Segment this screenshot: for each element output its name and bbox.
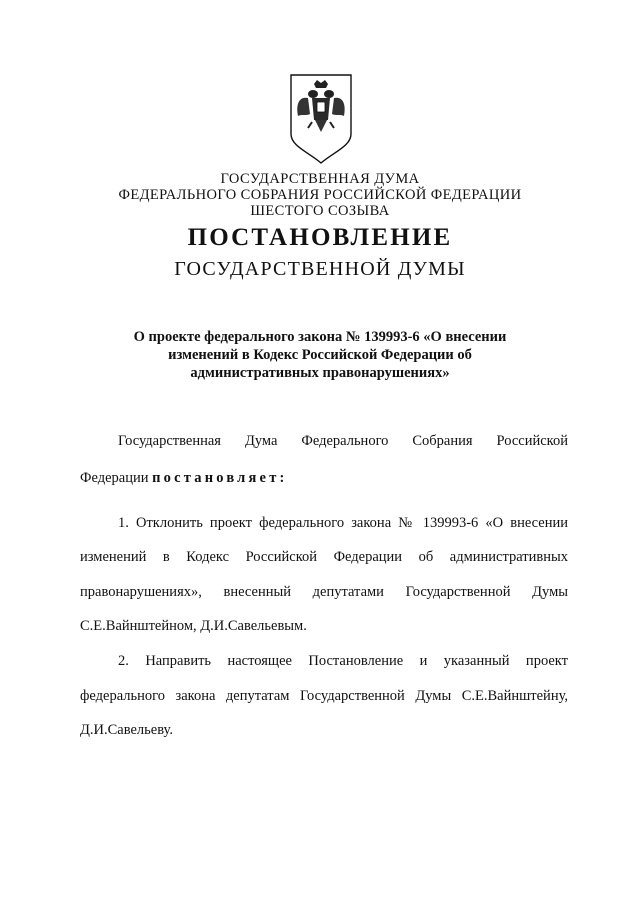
document-title: ПОСТАНОВЛЕНИЕ bbox=[187, 224, 453, 251]
item1-line4: С.Е.Вайнштейном, Д.И.Савельевым. bbox=[80, 618, 307, 634]
org-name-line2: ФЕДЕРАЛЬНОГО СОБРАНИЯ РОССИЙСКОЙ ФЕДЕРАЦИИ bbox=[118, 187, 522, 203]
preamble-text: Федерации bbox=[80, 470, 153, 486]
item1-line3: правонарушениях», внесенный депутатами Государственной Думы bbox=[80, 584, 568, 600]
item1-line2: изменений в Кодекс Российской Федерации об административных bbox=[80, 549, 568, 565]
preamble-line2 bbox=[80, 469, 568, 487]
subject-line1: О проекте федерального закона № 139993-6 «О внесении bbox=[133, 329, 507, 345]
item2-line1: 2. Направить настоящее Постановление и указанный проект bbox=[118, 653, 568, 669]
item1-line1: 1. Отклонить проект федерального закона № 139993-6 «О внесении bbox=[118, 515, 568, 531]
document-subtitle: ГОСУДАРСТВЕННОЙ ДУМЫ bbox=[174, 258, 466, 280]
item2-line3: Д.И.Савельеву. bbox=[80, 722, 173, 738]
preamble-line1: Государственная Дума Федерального Собрания Российской bbox=[118, 433, 568, 449]
item2-line2: федерального закона депутатам Государственной Думы С.Е.Вайнштейну, bbox=[80, 688, 568, 704]
subject-line3: административных правонарушениях» bbox=[190, 365, 450, 381]
org-name-line1: ГОСУДАРСТВЕННАЯ ДУМА bbox=[220, 171, 420, 187]
subject-line2: изменений в Кодекс Российской Федерации об bbox=[168, 347, 472, 363]
convocation: ШЕСТОГО СОЗЫВА bbox=[250, 203, 390, 219]
resolves-keyword: постановляет: bbox=[152, 470, 288, 486]
russian-coat-of-arms-icon bbox=[288, 72, 354, 166]
